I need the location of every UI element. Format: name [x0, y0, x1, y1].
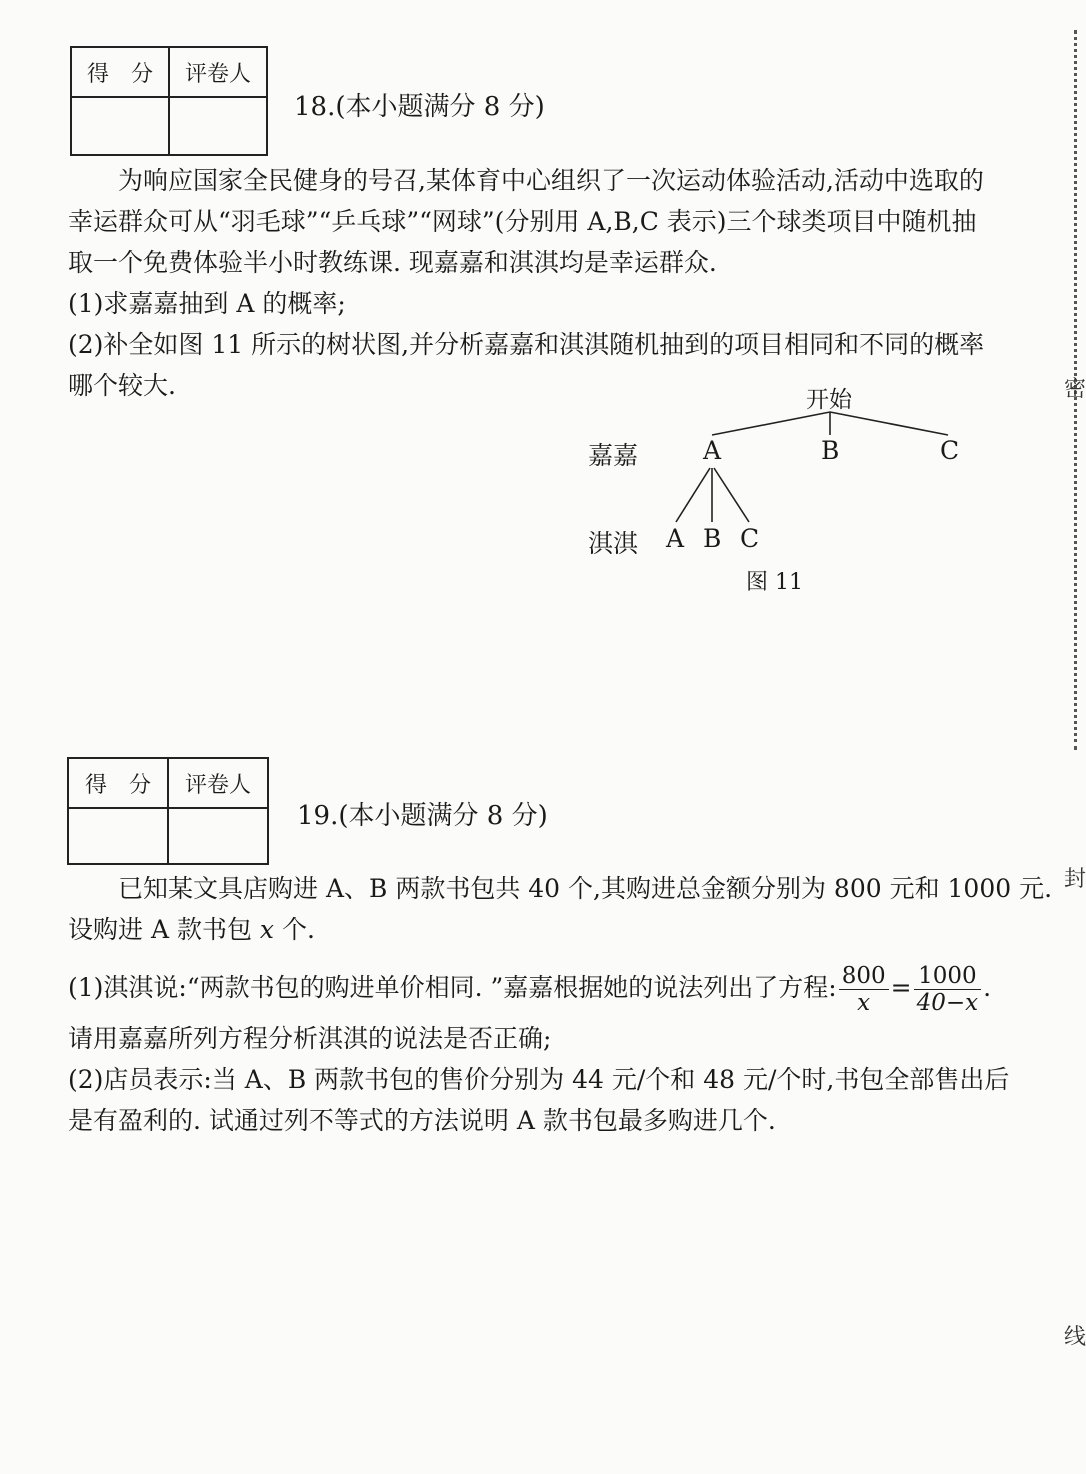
q18-part1: (1)求嘉嘉抽到 A 的概率;: [68, 289, 346, 318]
q18-intro-line: 取一个免费体验半小时教练课. 现嘉嘉和淇淇均是幸运群众.: [68, 248, 717, 277]
score-cell[interactable]: [68, 808, 168, 864]
tree-edge: [712, 412, 830, 435]
score-label: 得 分: [68, 758, 168, 808]
tree-level2-label: 淇淇: [588, 529, 639, 558]
q18-part2: 哪个较大.: [68, 371, 176, 400]
q19-part1-text: (1)淇淇说:“两款书包的购进单价相同. ”嘉嘉根据她的说法列出了方程:: [68, 973, 837, 1002]
q19-part2: 是有盈利的. 试通过列不等式的方法说明 A 款书包最多购进几个.: [68, 1106, 776, 1135]
tree-edge: [830, 412, 948, 435]
figure-caption: 图 11: [746, 570, 803, 595]
frac-numerator: 1000: [914, 963, 982, 990]
q19-part2: (2)店员表示:当 A、B 两款书包的售价分别为 44 元/个和 48 元/个时,书包全部售出后: [68, 1065, 1010, 1094]
q18-intro-line: 幸运群众可从“羽毛球”“乒乓球”“网球”(分别用 A,B,C 表示)三个球类项目中随机抽: [68, 207, 977, 236]
binding-char: 线: [1064, 1325, 1086, 1350]
tree-edge: [714, 468, 749, 522]
q19-intro-text: 个.: [274, 915, 315, 944]
fraction-1000-over-40-minus-x: [914, 963, 982, 1016]
q19-intro-line: 已知某文具店购进 A、B 两款书包共 40 个,其购进总金额分别为 800 元和 1000 元.: [118, 874, 1053, 903]
tree-leaf-b: B: [703, 524, 722, 553]
grader-label: 评卷人: [169, 47, 267, 97]
tree-lines: [0, 0, 1080, 600]
q19-intro-text: 设购进 A 款书包: [68, 915, 260, 944]
equals-sign: =: [890, 973, 912, 1002]
period: .: [983, 973, 992, 1002]
grader-cell[interactable]: [168, 808, 268, 864]
frac-denominator: x: [857, 990, 871, 1016]
tree-node-b: B: [821, 436, 840, 465]
variable-x: x: [259, 915, 275, 944]
score-box-19: [67, 757, 269, 865]
q19-part1-line2: 请用嘉嘉所列方程分析淇淇的说法是否正确;: [68, 1024, 552, 1053]
question-19-title: 19.(本小题满分 8 分): [297, 801, 548, 831]
fraction-800-over-x: [839, 963, 889, 1016]
q18-part2: (2)补全如图 11 所示的树状图,并分析嘉嘉和淇淇随机抽到的项目相同和不同的概率: [68, 330, 985, 359]
binding-char: 封: [1064, 867, 1086, 892]
q19-part1: [68, 960, 1048, 1016]
tree-node-c: C: [940, 436, 960, 465]
q19-intro-line: [68, 909, 1048, 950]
question-19-body: [68, 868, 1053, 1141]
tree-leaf-c: C: [740, 524, 760, 553]
q18-intro-line: 为响应国家全民健身的号召,某体育中心组织了一次运动体验活动,活动中选取的: [118, 166, 984, 195]
tree-edge: [676, 468, 710, 522]
frac-numerator: 800: [839, 963, 889, 990]
tree-root: 开始: [806, 387, 852, 413]
tree-node-a: A: [703, 436, 722, 465]
frac-denominator: 40−x: [916, 990, 979, 1016]
tree-level1-label: 嘉嘉: [588, 441, 639, 470]
grader-label: 评卷人: [168, 758, 268, 808]
question-18-title: 18.(本小题满分 8 分): [294, 92, 545, 122]
binding-char: 密: [1064, 377, 1086, 402]
score-label: 得 分: [71, 47, 169, 97]
tree-leaf-a: A: [666, 524, 685, 553]
